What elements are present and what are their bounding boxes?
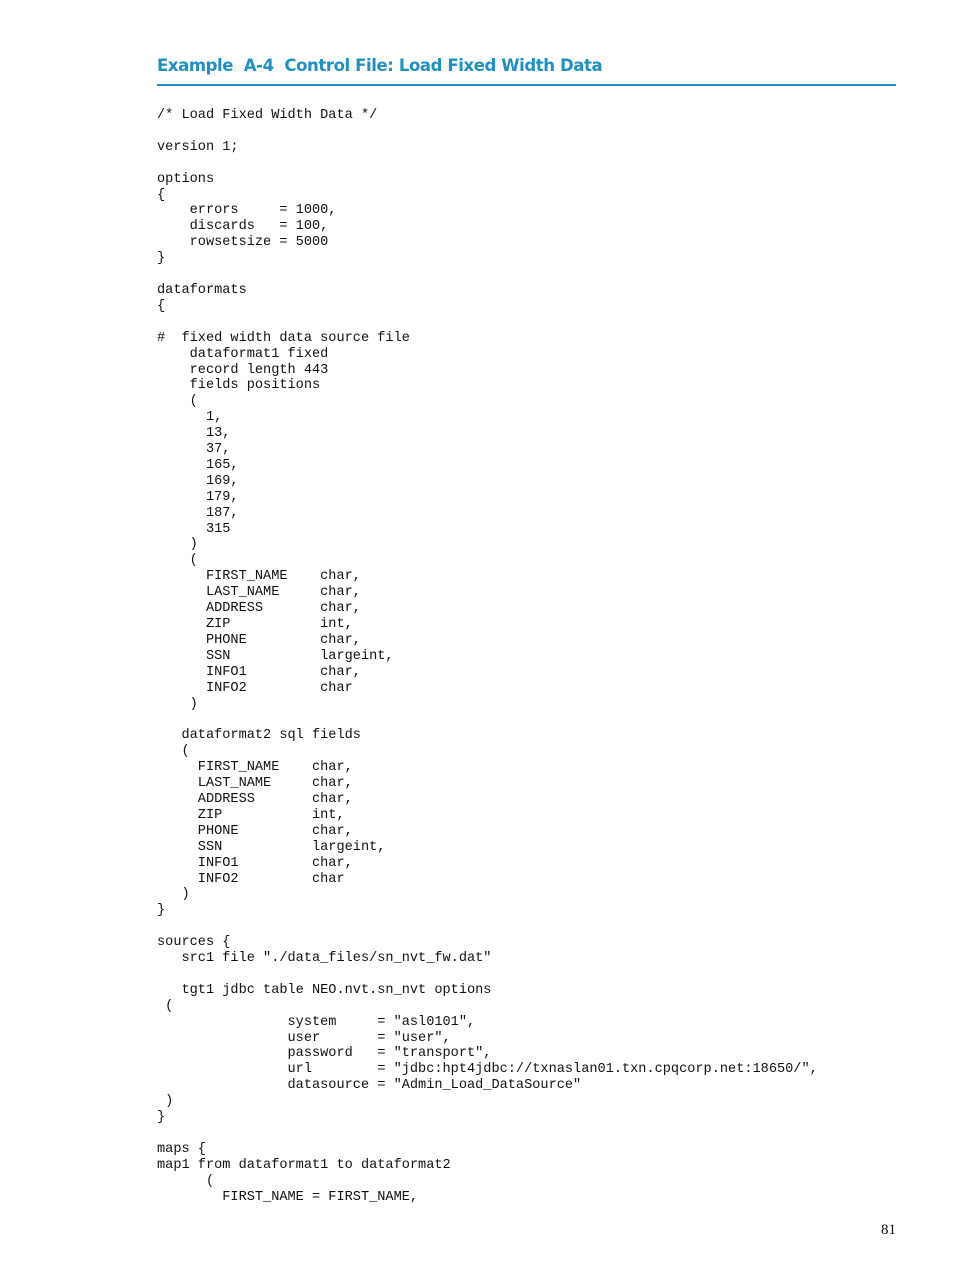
control-file-code-listing: /* Load Fixed Width Data */ version 1; options { errors = 1000, discards = 100, rowsetsize = 5000 } dataformats { # fixed width data source file dataformat1 fixed record length 443 fields positions ( 1, 13, 37, 165, 169, 179, 187, 315 ) ( FIRST_NAME char, LAST_NAME char, ADDRESS char, ZIP int, PHONE char, SSN largeint, INFO1 char, INFO2 char ) dataformat2 sql fields ( FIRST_NAME char, LAST_NAME char, ADDRESS char, ZIP int, PHONE char, SSN largeint, INFO1 char, INFO2 char ) } sources { src1 file "./data_files/sn_nvt_fw.dat" tgt1 jdbc table NEO.nvt.sn_nvt options ( system = "asl0101", user = "user", password = "transport", url = "jdbc:hpt4jdbc://txnaslan01.txn.cpqcorp.net:18650/", datasource = "Admin_Load_DataSource" ) } maps { map1 from dataformat1 to dataformat2 ( FIRST_NAME = FIRST_NAME,	[157, 108, 818, 1205]
page-number: 81	[881, 1222, 896, 1238]
example-heading-text: Example A-4 Control File: Load Fixed Width Data	[157, 56, 603, 75]
example-heading	[157, 54, 896, 86]
